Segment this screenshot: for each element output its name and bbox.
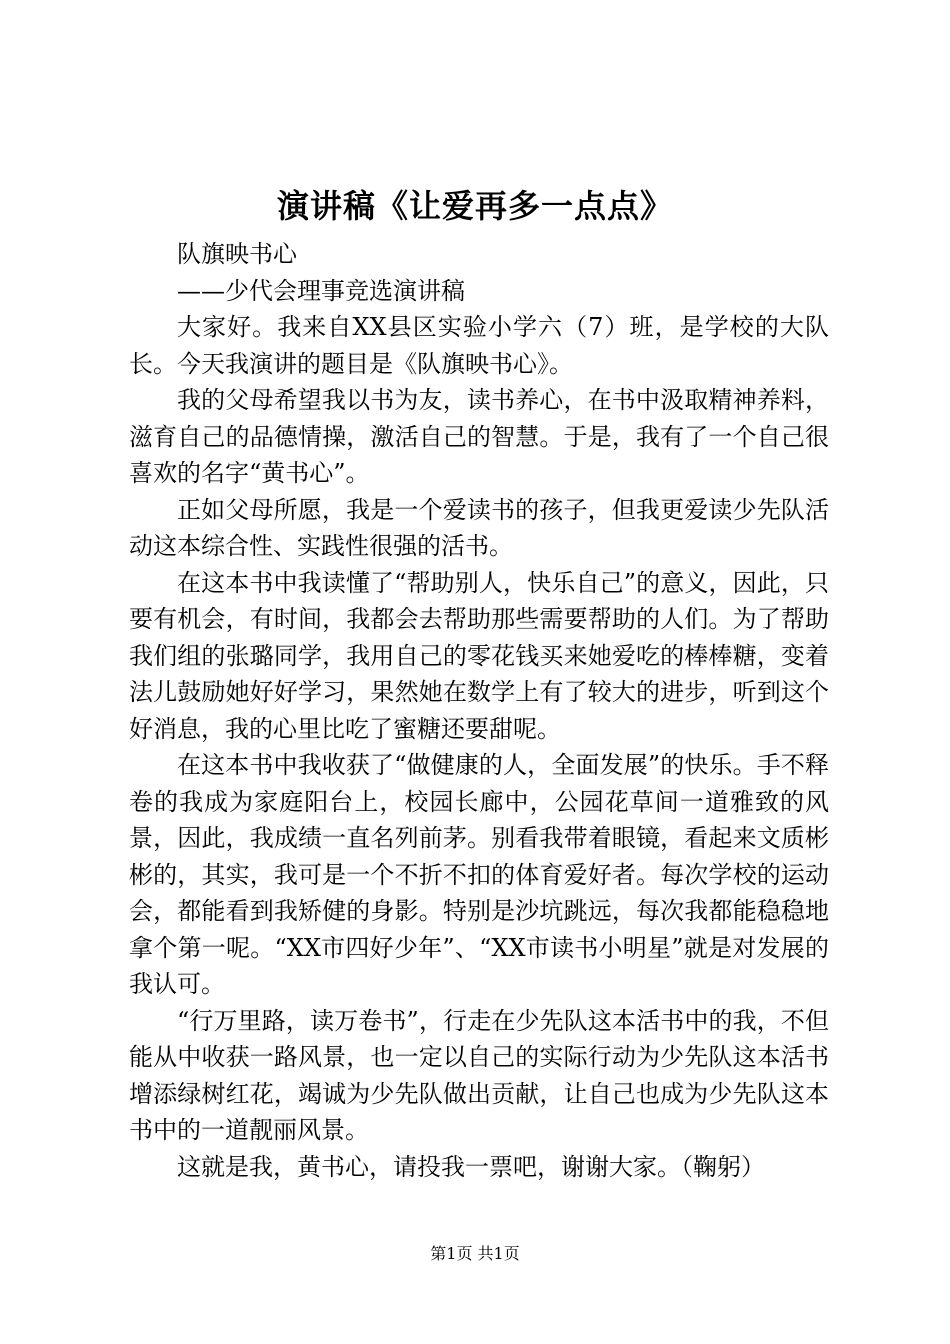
- speech-subtitle-paragraph: ——少代会理事竞选演讲稿: [177, 276, 465, 305]
- body-paragraph: 正如父母所愿，我是一个爱读书的孩子，但我更爱读少先队活动这本综合性、实践性很强的活书。: [129, 495, 829, 560]
- body-paragraph: 在这本书中我读懂了“帮助别人，快乐自己”的意义，因此，只要有机会，有时间，我都会去帮助那些需要帮助的人们。为了帮助我们组的张璐同学，我用自己的零花钱买来她爱吃的棒棒糖，变着法儿鼓励她好好学习，果然她在数学上有了较大的进步，听到这个好消息，我的心里比吃了蜜糖还要甜呢。: [129, 568, 829, 743]
- body-paragraph: 在这本书中我收获了“做健康的人，全面发展”的快乐。手不释卷的我成为家庭阳台上，校园长廊中，公园花草间一道雅致的风景，因此，我成绩一直名列前茅。别看我带着眼镜，看起来文质彬彬的，其实，我可是一个不折不扣的体育爱好者。每次学校的运动会，都能看到我矫健的身影。特别是沙坑跳远，每次我都能稳稳地拿个第一呢。“XX市四好少年”、“XX市读书小明星”就是对发展的我认可。: [129, 751, 829, 998]
- document-body: [129, 236, 829, 1185]
- closing-paragraph: 这就是我，黄书心，请投我一票吧，谢谢大家。（鞠躬）: [177, 1152, 765, 1181]
- document-title: 演讲稿《让爱再多一点点》: [276, 187, 673, 225]
- body-paragraph: 大家好。我来自XX县区实验小学六（7）班，是学校的大队长。今天我演讲的题目是《队旗映书心》。: [129, 313, 829, 378]
- body-paragraph: 我的父母希望我以书为友，读书养心，在书中汲取精神养料，滋育自己的品德情操，激活自己的智慧。于是，我有了一个自己很喜欢的名字“黄书心”。: [129, 386, 829, 487]
- page-number-footer: 第1页 共1页: [430, 1244, 520, 1263]
- body-paragraph: “行万里路，读万卷书”，行走在少先队这本活书中的我，不但能从中收获一路风景，也一定以自己的实际行动为少先队这本活书增添绿树红花，竭诚为少先队做出贡献，让自己也成为少先队这本书中的一道靓丽风景。: [129, 1006, 829, 1144]
- speech-title-paragraph: 队旗映书心: [177, 240, 297, 268]
